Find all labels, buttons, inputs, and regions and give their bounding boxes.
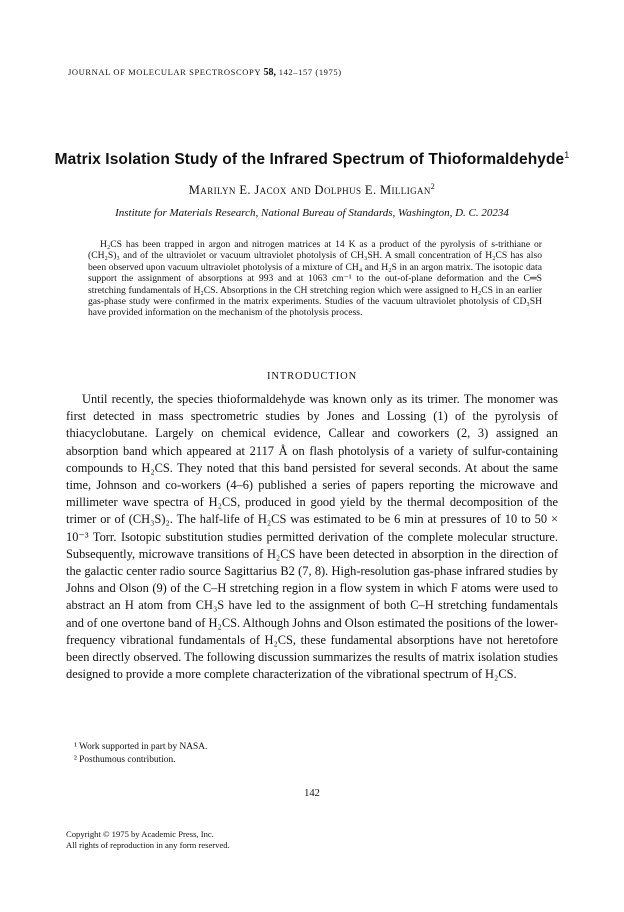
footnotes [74,741,207,767]
copyright-line-2: All rights of reproduction in any form reserved. [66,840,230,850]
paper-title [40,150,584,169]
copyright-line-1: Copyright © 1975 by Academic Press, Inc. [66,829,214,839]
title-text: Matrix Isolation Study of the Infrared Spectrum of Thioformaldehyde [54,151,565,169]
body-text [66,391,558,683]
abstract-text: H₂CS has been trapped in argon and nitrogen matrices at 14 K as a product of the pyrolysis of s-trithiane or (CH₂S)₃ and of the ultraviolet or vacuum ultraviolet photolysis of CH₃SH. A small concentration of H₂CS has also been observed upon vacuum ultraviolet photolysis of a mixture of CH₄ and H₂S in an argon matrix. The isotopic data support the assignment of absorptions at 993 and at 1063 cm⁻¹ to the out-of-plane deformation and the C═S stretching fundamentals of H₂CS. Absorptions in the CH stretching region which were assigned to H₂CS in an earlier gas-phase study were confirmed in the matrix experiments. Studies of the vacuum ultraviolet photolysis of CD₃SH have provided information on the mechanism of the photolysis process. [88,239,542,319]
title-footnote-mark: 1 [564,150,570,160]
running-header [68,67,342,78]
volume-number: 58, [263,67,276,78]
author-conjunction: and [290,183,312,198]
intro-paragraph: Until recently, the species thioformaldehyde was known only as its trimer. The monomer was first detected in mass spectrometric studies by Jones and Lossing (1) of the pyrolysis of thiacyclobutane. Largely on chemical evidence, Callear and coworkers (2, 3) assigned an absorption band which appeared at 2117 Å on flash photolysis of a variety of sulfur-containing compounds to H₂CS. They noted that this band persisted for several seconds. At about the same time, Johnson and co-workers (4–6) published a series of papers reporting the microwave and millimeter wave spectra of H₂CS, produced in good yield by the thermal decomposition of the trimer or of (CH₃S)₂. The half-life of H₂CS was estimated to be 6 min at pressures of 10 to 50 × 10⁻³ Torr. Isotopic substitution studies permitted derivation of the complete molecular structure. Subsequently, microwave transitions of H₂CS have been detected in absorption in the direction of the galactic center radio source Sagittarius B2 (7, 8). High-resolution gas-phase infrared studies by Johns and Olson (9) of the C–H stretching region in a flow system in which F atoms were used to abstract an H atom from CH₃S have led to the assignment of both C–H stretching fundamentals and of one overtone band of H₂CS. Although Johns and Olson estimated the positions of the lower-frequency vibrational fundamentals of H₂CS, these fundamental absorptions have not heretofore been directly observed. The following discussion summarizes the results of matrix isolation studies designed to provide a more complete characterization of the vibrational spectrum of H₂CS. [66,392,558,682]
author-1: Marilyn E. Jacox [188,183,287,198]
abstract [88,239,542,319]
author-2: Dolphus E. Milligan [314,183,431,198]
page-number: 142 [304,788,320,799]
footnote-1: ¹ Work supported in part by NASA. [74,742,208,752]
section-heading: INTRODUCTION [266,371,358,382]
footnote-2: ² Posthumous contribution. [74,755,176,765]
author-line [40,182,584,198]
pages-year: 142–157 (1975) [278,67,342,77]
journal-name: JOURNAL OF MOLECULAR SPECTROSCOPY [68,67,261,77]
copyright-notice [66,829,230,851]
author-footnote-mark: 2 [430,182,436,191]
affiliation: Institute for Materials Research, National Bureau of Standards, Washington, D. C. 20234 [115,207,509,219]
